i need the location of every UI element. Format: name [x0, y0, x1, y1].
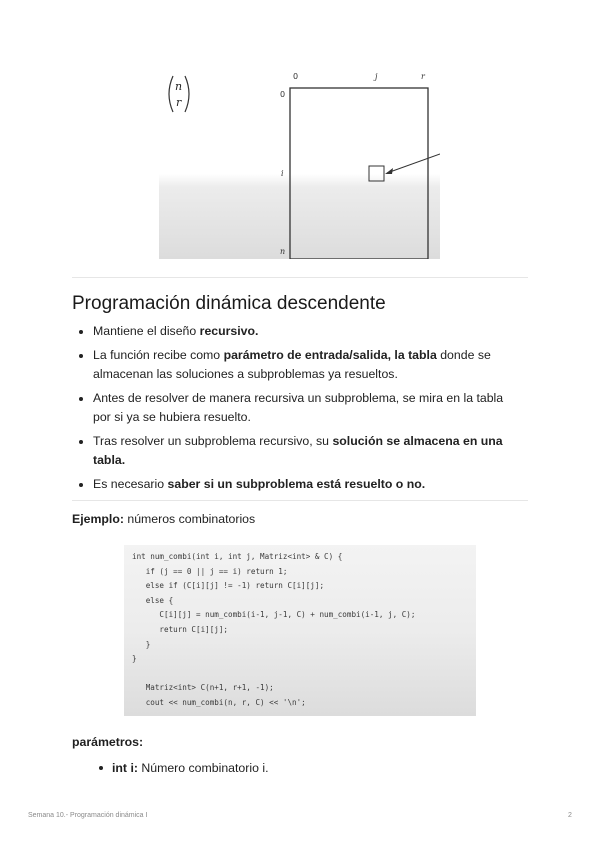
bullet-item: Es necesario saber si un subproblema está resuelto o no. — [72, 475, 522, 494]
table-rect — [290, 88, 428, 259]
col-label-j: j — [375, 72, 378, 81]
row-label-0: 0 — [280, 90, 286, 99]
params-title: parámetros: — [72, 735, 144, 749]
code-snippet-image — [124, 545, 476, 716]
bullet-list — [72, 322, 522, 499]
bullet-item: Mantiene el diseño recursivo. — [72, 322, 522, 341]
table-cell — [369, 166, 384, 181]
dp-table-figure — [159, 70, 440, 259]
arrow-head — [385, 168, 393, 174]
divider-middle — [72, 500, 528, 501]
divider-top — [72, 277, 528, 278]
section-title: Programación dinámica descendente — [72, 293, 386, 314]
footer-page-number: 2 — [568, 812, 572, 819]
col-label-0: 0 — [293, 72, 299, 81]
example-label: Ejemplo: — [72, 512, 124, 526]
example-text: números combinatorios — [123, 512, 256, 526]
example-line — [72, 510, 255, 528]
footer-course: Semana 10.- Programación dinámica I — [28, 812, 148, 819]
binom-bottom: r — [176, 96, 182, 109]
bullet-item: Tras resolver un subproblema recursivo, su solución se almacena en una tabla. — [72, 432, 522, 470]
bullet-item: Antes de resolver de manera recursiva un subproblema, se mira en la tabla por si ya se hubiera resuelto. — [72, 389, 522, 427]
row-label-n: n — [280, 247, 286, 256]
col-label-r: r — [421, 72, 425, 81]
arrow-line — [387, 154, 440, 173]
binom-top: n — [175, 80, 183, 93]
code-block-usage: Matriz<int> C(n+1, r+1, -1); cout << num_combi(n, r, C) << '\n'; — [132, 683, 306, 707]
param-item: int i: Número combinatorio i. — [96, 759, 269, 777]
params-list — [96, 759, 269, 777]
bullet-item: La función recibe como parámetro de entrada/salida, la tabla donde se almacenan las soluciones a subproblemas ya resueltos. — [72, 346, 522, 384]
code-block-function: int num_combi(int i, int j, Matriz<int> & C) { if (j == 0 || j == i) return 1; else if (C[i][j] != -1) return C[i][j]; else { C[i][j] = num_combi(i-1, j-1, C) + num_combi(i-1, j, C); return C[i][j]; } } — [132, 552, 416, 664]
row-label-i: i — [281, 169, 284, 178]
dp-table-diagram — [159, 70, 440, 259]
